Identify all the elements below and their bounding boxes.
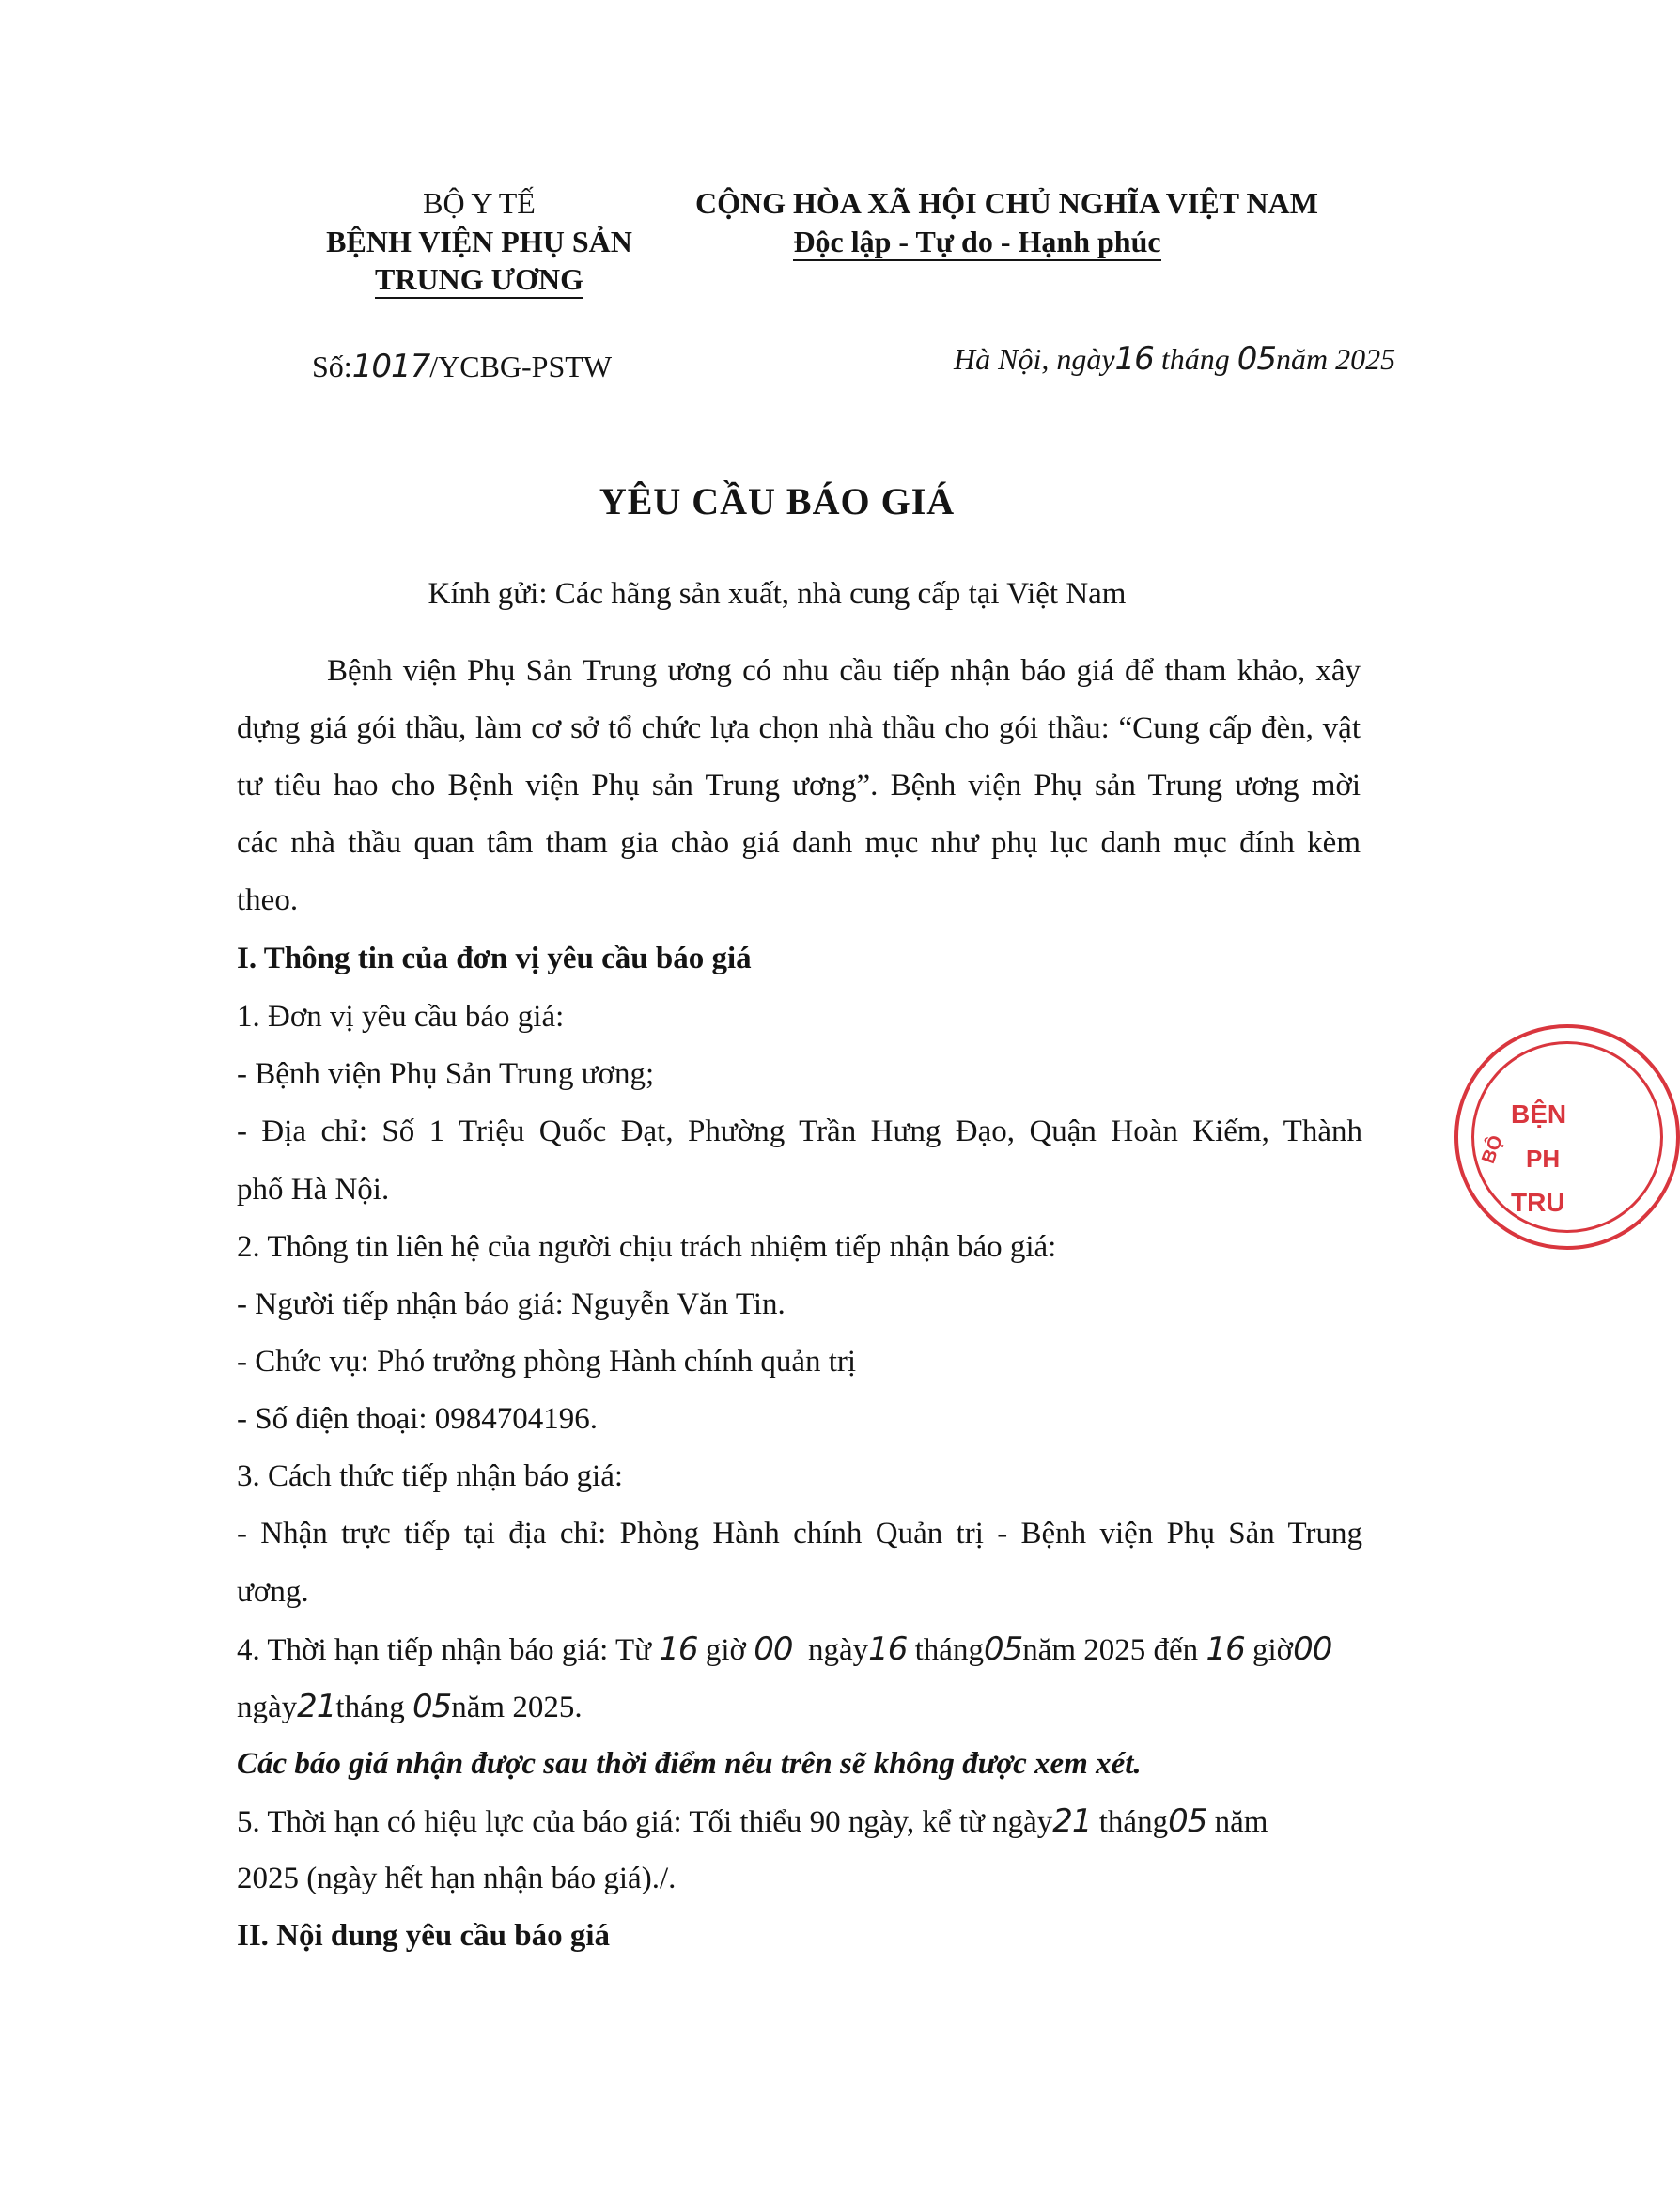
document-number-handwritten: 1017 <box>351 348 430 385</box>
section1-item2-phone: - Số điện thoại: 0984704196. <box>237 1402 599 1436</box>
item4-day1-handwritten: 16 <box>868 1630 908 1668</box>
date-month-handwritten: 05 <box>1237 340 1276 378</box>
intro-line-4: các nhà thầu quan tâm tham gia chào giá danh mục như phụ lục danh mục đính kèm <box>237 826 1361 860</box>
item4-text-5: năm 2025 đến <box>1022 1633 1199 1667</box>
national-motto <box>695 223 1259 260</box>
national-motto-text: Độc lập - Tự do - Hạnh phúc <box>793 225 1160 261</box>
hospital-name-line1: BỆNH VIỆN PHỤ SẢN <box>326 225 632 258</box>
date-place: Hà Nội, ngày <box>954 342 1115 376</box>
item4-day2-handwritten: 21 <box>297 1688 336 1725</box>
item4-text-1: 4. Thời hạn tiếp nhận báo giá: Từ <box>237 1633 652 1667</box>
section1-item3: 3. Cách thức tiếp nhận báo giá: <box>237 1459 624 1493</box>
section1-item2: 2. Thông tin liên hệ của người chịu trách nhiệm tiếp nhận báo giá: <box>237 1230 1057 1264</box>
intro-line-5: theo. <box>237 883 299 917</box>
section1-item3-method-line2: ương. <box>237 1575 309 1609</box>
hospital-name-line2-text: TRUNG ƯƠNG <box>375 262 583 299</box>
date-day-handwritten: 16 <box>1114 340 1154 378</box>
section1-item2-position: - Chức vụ: Phó trưởng phòng Hành chính quản trị <box>237 1345 857 1379</box>
item5-month-handwritten: 05 <box>1168 1802 1207 1840</box>
ministry-name: BỘ Y TẾ <box>423 186 536 220</box>
section2-heading: II. Nội dung yêu cầu báo giá <box>237 1919 611 1953</box>
section1-item1: 1. Đơn vị yêu cầu báo giá: <box>237 1000 565 1034</box>
section1-item2-person: - Người tiếp nhận báo giá: Nguyễn Văn Tin. <box>237 1287 786 1321</box>
item4-text-4: tháng <box>914 1633 984 1667</box>
stamp-text-middle: PH <box>1526 1145 1561 1173</box>
recipient-line: Kính gửi: Các hãng sản xuất, nhà cung cấp tại Việt Nam <box>428 577 1127 611</box>
section1-heading: I. Thông tin của đơn vị yêu cầu báo giá <box>237 942 752 975</box>
item4-text-3: ngày <box>807 1633 869 1667</box>
date-month-label: tháng <box>1160 342 1230 376</box>
item5-text-1: 5. Thời hạn có hiệu lực của báo giá: Tối thiểu 90 ngày, kể từ ngày <box>237 1805 1053 1839</box>
document-number-prefix: Số: <box>312 350 352 383</box>
item4-hour2-handwritten: 16 <box>1206 1630 1245 1668</box>
item5-text-3: năm <box>1214 1805 1268 1839</box>
item4-hour1-handwritten: 16 <box>659 1630 698 1668</box>
document-date <box>954 340 1395 378</box>
section1-item1-address-line2: phố Hà Nội. <box>237 1173 390 1207</box>
document-title: YÊU CẦU BÁO GIÁ <box>599 480 956 522</box>
date-year: năm 2025 <box>1275 342 1396 376</box>
section1-item4-line1 <box>237 1630 1331 1669</box>
intro-line-3: tư tiêu hao cho Bệnh viện Phụ sản Trung ương”. Bệnh viện Phụ sản Trung ương mời <box>237 769 1361 803</box>
item4-month1-handwritten: 05 <box>983 1630 1023 1668</box>
section1-item5-line1 <box>237 1802 1268 1841</box>
section1-item3-method-line1: - Nhận trực tiếp tại địa chỉ: Phòng Hành chính Quản trị - Bệnh viện Phụ Sản Trung <box>237 1517 1362 1551</box>
section1-warning: Các báo giá nhận được sau thời điểm nêu trên sẽ không được xem xét. <box>237 1747 1142 1781</box>
item4-text-2: giờ <box>705 1633 746 1667</box>
official-stamp <box>1454 1024 1680 1250</box>
intro-line-2: dựng giá gói thầu, làm cơ sở tổ chức lựa chọn nhà thầu cho gói thầu: “Cung cấp đèn, vật <box>237 711 1361 745</box>
document-number <box>312 348 612 385</box>
section1-item1-address-line1: - Địa chỉ: Số 1 Triệu Quốc Đạt, Phường Trần Hưng Đạo, Quận Hoàn Kiếm, Thành <box>237 1115 1362 1148</box>
item4-text-7: ngày <box>237 1691 298 1724</box>
item5-text-2: tháng <box>1098 1805 1169 1839</box>
item4-month2-handwritten: 05 <box>412 1688 452 1725</box>
document-number-suffix: /YCBG-PSTW <box>429 350 613 383</box>
republic-name: CỘNG HÒA XÃ HỘI CHỦ NGHĨA VIỆT NAM <box>695 186 1318 220</box>
stamp-text-bottom: TRU <box>1511 1188 1565 1217</box>
item5-day-handwritten: 21 <box>1052 1802 1092 1840</box>
stamp-text-top: BỆN <box>1511 1099 1567 1129</box>
item4-text-9: năm 2025. <box>451 1691 583 1724</box>
intro-line-1: Bệnh viện Phụ Sản Trung ương có nhu cầu tiếp nhận báo giá để tham khảo, xây <box>327 654 1361 688</box>
item4-text-8: tháng <box>335 1691 405 1724</box>
hospital-name-line2 <box>282 260 677 298</box>
stamp-text-side: BỘ <box>1478 1132 1507 1167</box>
section1-item5-line2: 2025 (ngày hết hạn nhận báo giá)./. <box>237 1862 677 1895</box>
item4-minute2-handwritten: 00 <box>1293 1630 1332 1668</box>
section1-item4-line2 <box>237 1688 583 1726</box>
item4-minute1-handwritten: 00 <box>754 1630 793 1668</box>
section1-item1-name: - Bệnh viện Phụ Sản Trung ương; <box>237 1057 655 1091</box>
item4-text-6: giờ <box>1252 1633 1294 1667</box>
